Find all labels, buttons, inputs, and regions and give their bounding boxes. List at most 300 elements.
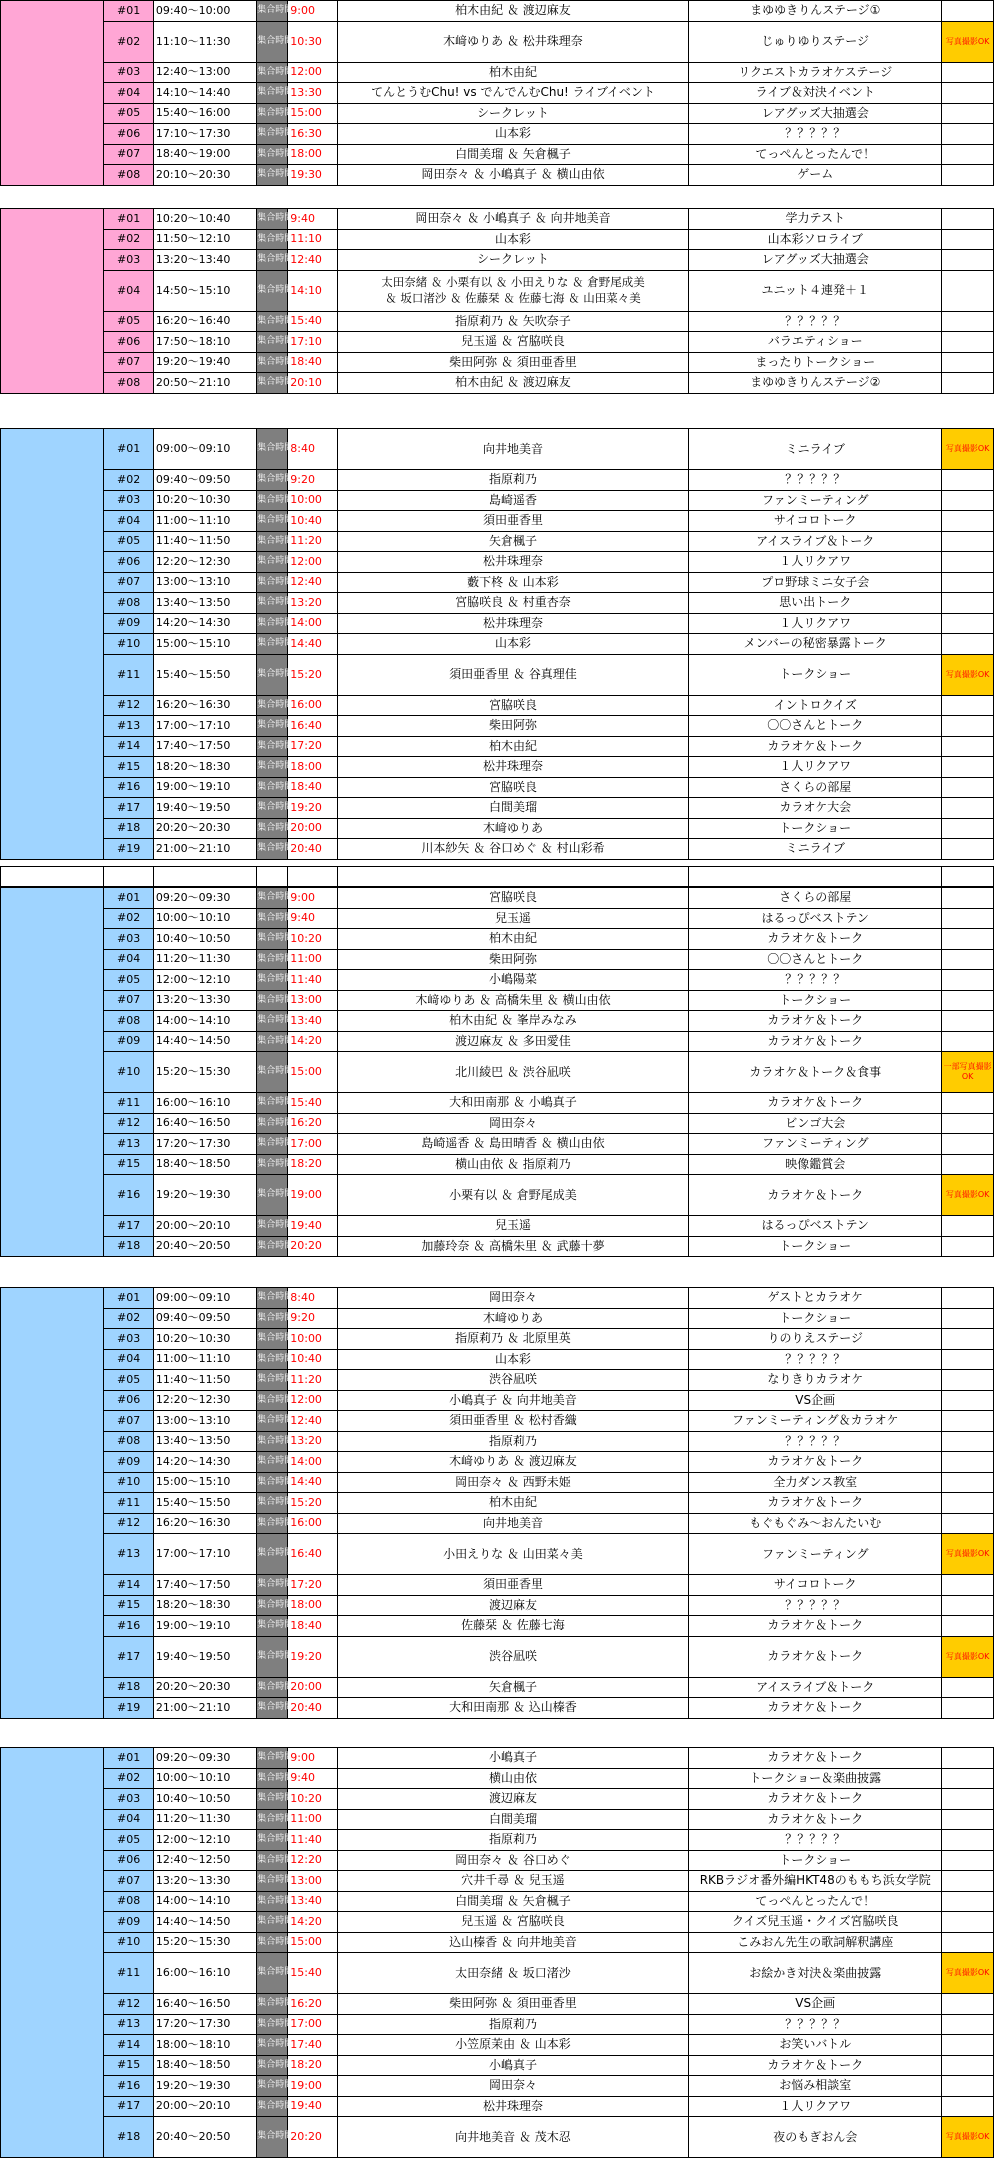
photo-ok-badge	[942, 1431, 994, 1452]
event-title: ？？？？？	[689, 1830, 942, 1851]
photo-ok-badge	[942, 270, 994, 311]
gather-label: 集合時間	[257, 2014, 288, 2035]
slot-number: #02	[104, 470, 154, 491]
gather-label: 集合時間	[257, 470, 288, 491]
members: 小田えりな ＆ 山田菜々美	[337, 1534, 688, 1575]
event-title: ？？？？？	[689, 970, 942, 991]
schedule-row	[1, 1011, 994, 1032]
slot-time: 13:40～13:50	[153, 593, 256, 614]
event-title: カラオケ＆トーク	[689, 1698, 942, 1719]
gather-label: 集合時間	[257, 613, 288, 634]
slot-number: #16	[104, 2076, 154, 2097]
schedule-row	[1, 777, 994, 798]
slot-time: 14:40～14:50	[153, 1912, 256, 1933]
event-title: じゅりゆりステージ	[689, 21, 942, 62]
event-title: カラオケ＆トーク	[689, 1789, 942, 1810]
event-title: ？？？？？	[689, 124, 942, 145]
event-title: カラオケ大会	[689, 798, 942, 819]
event-title: カラオケ＆トーク	[689, 736, 942, 757]
event-title: １人リクアワ	[689, 2096, 942, 2117]
schedule-row	[1, 1329, 994, 1350]
schedule-row	[1, 949, 994, 970]
gather-time: 14:20	[288, 1031, 338, 1052]
members: てんとうむChu! vs でんでんむChu! ライブイベント	[337, 83, 688, 104]
gather-label: 集合時間	[257, 2076, 288, 2097]
members: 岡田奈々	[337, 1288, 688, 1309]
photo-ok-badge	[942, 1349, 994, 1370]
slot-number: #11	[104, 654, 154, 695]
gather-label: 集合時間	[257, 1830, 288, 1851]
event-title: サイコロトーク	[689, 511, 942, 532]
members: 小嶋陽菜	[337, 970, 688, 991]
slot-number: #01	[104, 1748, 154, 1769]
photo-ok-badge	[942, 1830, 994, 1851]
slot-time: 15:40～16:00	[153, 103, 256, 124]
photo-ok-badge: 写真撮影OK	[942, 429, 994, 470]
slot-number: #02	[104, 1308, 154, 1329]
slot-number: #01	[104, 429, 154, 470]
members: 渡辺麻友 ＆ 多田愛佳	[337, 1031, 688, 1052]
gather-time: 19:00	[288, 1175, 338, 1216]
gather-label: 集合時間	[257, 144, 288, 165]
photo-ok-badge	[942, 531, 994, 552]
event-title: アイスライブ＆トーク	[689, 1677, 942, 1698]
slot-time: 16:00～16:10	[153, 1953, 256, 1994]
slot-time: 10:40～10:50	[153, 1789, 256, 1810]
gather-label: 集合時間	[257, 2096, 288, 2117]
stage-schedule-table	[0, 1747, 994, 2158]
gather-label: 集合時間	[257, 311, 288, 332]
slot-time: 21:00～21:10	[153, 839, 256, 860]
event-title: さくらの部屋	[689, 888, 942, 909]
photo-ok-badge	[942, 1134, 994, 1155]
slot-time: 18:20～18:30	[153, 1595, 256, 1616]
gather-label: 集合時間	[257, 654, 288, 695]
gather-label: 集合時間	[257, 1809, 288, 1830]
slot-time: 20:50～21:10	[153, 373, 256, 394]
separator-row	[0, 866, 994, 887]
photo-ok-badge	[942, 2014, 994, 2035]
empty-cell	[288, 867, 338, 887]
gather-time: 11:40	[288, 970, 338, 991]
gather-label: 集合時間	[257, 1113, 288, 1134]
gather-time: 15:40	[288, 1093, 338, 1114]
members: 島崎遥香	[337, 490, 688, 511]
members: 木﨑ゆりあ ＆ 松井珠理奈	[337, 21, 688, 62]
members: 松井珠理奈	[337, 2096, 688, 2117]
event-title: レアグッズ大抽選会	[689, 103, 942, 124]
members: 須田亜香里	[337, 1575, 688, 1596]
gather-time: 20:20	[288, 2117, 338, 2158]
photo-ok-badge	[942, 1472, 994, 1493]
schedule-row	[1, 1698, 994, 1719]
schedule-row	[1, 970, 994, 991]
event-title: メンバーの秘密暴露トーク	[689, 634, 942, 655]
gather-time: 10:40	[288, 511, 338, 532]
gather-label: 集合時間	[257, 1411, 288, 1432]
photo-ok-badge	[942, 1891, 994, 1912]
slot-time: 12:00～12:10	[153, 1830, 256, 1851]
gather-time: 17:10	[288, 332, 338, 353]
slot-number: #03	[104, 490, 154, 511]
event-title: バラエティショー	[689, 332, 942, 353]
slot-time: 17:20～17:30	[153, 2014, 256, 2035]
photo-ok-badge	[942, 888, 994, 909]
members: 山本彩	[337, 1349, 688, 1370]
slot-number: #08	[104, 593, 154, 614]
schedule-row	[1, 2117, 994, 2158]
slot-time: 14:10～14:40	[153, 83, 256, 104]
slot-time: 15:00～15:10	[153, 634, 256, 655]
slot-number: #05	[104, 1830, 154, 1851]
schedule-row	[1, 929, 994, 950]
event-title: ？？？？？	[689, 1349, 942, 1370]
schedule-row	[1, 352, 994, 373]
gather-time: 20:40	[288, 839, 338, 860]
schedule-row	[1, 1809, 994, 1830]
members: 穴井千尋 ＆ 兒玉遥	[337, 1871, 688, 1892]
gather-time: 17:20	[288, 1575, 338, 1596]
members: 北川綾巴 ＆ 渋谷凪咲	[337, 1052, 688, 1093]
slot-number: #03	[104, 62, 154, 83]
photo-ok-badge	[942, 124, 994, 145]
photo-ok-badge	[942, 695, 994, 716]
slot-time: 16:20～16:30	[153, 1513, 256, 1534]
slot-number: #09	[104, 1031, 154, 1052]
slot-number: #08	[104, 1431, 154, 1452]
members: 宮脇咲良	[337, 695, 688, 716]
photo-ok-badge	[942, 1850, 994, 1871]
stage-schedule-table	[0, 887, 994, 1257]
gather-label: 集合時間	[257, 209, 288, 230]
schedule-row	[1, 470, 994, 491]
event-title: クイズ兒玉遥・クイズ宮脇咲良	[689, 1912, 942, 1933]
members: 木﨑ゆりあ ＆ 高橋朱里 ＆ 横山由依	[337, 990, 688, 1011]
photo-ok-badge: 写真撮影OK	[942, 21, 994, 62]
empty-cell	[337, 867, 688, 887]
gather-time: 15:40	[288, 1953, 338, 1994]
event-title: ミニライブ	[689, 839, 942, 860]
stage-label	[1, 209, 104, 394]
schedule-row	[1, 1349, 994, 1370]
photo-ok-badge	[942, 1932, 994, 1953]
slot-number: #11	[104, 1493, 154, 1514]
schedule-row	[1, 144, 994, 165]
schedule-row	[1, 1134, 994, 1155]
gather-time: 13:00	[288, 1871, 338, 1892]
slot-time: 14:20～14:30	[153, 613, 256, 634]
slot-time: 17:50～18:10	[153, 332, 256, 353]
photo-ok-badge	[942, 777, 994, 798]
stage-schedule-table	[0, 208, 994, 394]
schedule-row	[1, 1308, 994, 1329]
event-title: 全力ダンス教室	[689, 1472, 942, 1493]
schedule-row	[1, 250, 994, 271]
photo-ok-badge	[942, 970, 994, 991]
photo-ok-badge	[942, 1912, 994, 1933]
gather-label: 集合時間	[257, 1452, 288, 1473]
slot-number: #06	[104, 1850, 154, 1871]
gather-time: 9:40	[288, 209, 338, 230]
slot-time: 09:00～09:10	[153, 1288, 256, 1309]
slot-number: #07	[104, 1411, 154, 1432]
gather-time: 16:30	[288, 124, 338, 145]
event-title: りのりえステージ	[689, 1329, 942, 1350]
schedule-row	[1, 1616, 994, 1637]
slot-number: #08	[104, 373, 154, 394]
slot-time: 14:40～14:50	[153, 1031, 256, 1052]
gather-time: 11:20	[288, 531, 338, 552]
slot-number: #02	[104, 229, 154, 250]
slot-time: 20:00～20:10	[153, 1216, 256, 1237]
members: 木﨑ゆりあ ＆ 渡辺麻友	[337, 1452, 688, 1473]
schedule-row	[1, 1113, 994, 1134]
gather-time: 15:40	[288, 311, 338, 332]
schedule-row	[1, 552, 994, 573]
members: 渋谷凪咲	[337, 1370, 688, 1391]
slot-time: 20:40～20:50	[153, 2117, 256, 2158]
slot-number: #12	[104, 1113, 154, 1134]
gather-time: 19:00	[288, 2076, 338, 2097]
slot-number: #15	[104, 1595, 154, 1616]
schedule-row	[1, 1830, 994, 1851]
event-title: ゲーム	[689, 165, 942, 186]
members: 柏木由紀 ＆ 渡辺麻友	[337, 373, 688, 394]
gather-time: 9:00	[288, 888, 338, 909]
event-title: カラオケ＆トーク	[689, 1616, 942, 1637]
event-title: トークショー＆楽曲披露	[689, 1768, 942, 1789]
members: 柏木由紀	[337, 1493, 688, 1514]
gather-label: 集合時間	[257, 1871, 288, 1892]
schedule-row	[1, 21, 994, 62]
slot-time: 19:40～19:50	[153, 1636, 256, 1677]
slot-time: 18:20～18:30	[153, 757, 256, 778]
slot-number: #05	[104, 970, 154, 991]
photo-ok-badge	[942, 1, 994, 22]
schedule-row	[1, 2014, 994, 2035]
event-title: アイスライブ＆トーク	[689, 531, 942, 552]
schedule-row	[1, 990, 994, 1011]
stage-section	[0, 0, 994, 186]
schedule-row	[1, 634, 994, 655]
slot-time: 17:40～17:50	[153, 736, 256, 757]
event-title: 映像鑑賞会	[689, 1154, 942, 1175]
gather-time: 12:40	[288, 1411, 338, 1432]
slot-time: 14:00～14:10	[153, 1011, 256, 1032]
photo-ok-badge	[942, 103, 994, 124]
slot-time: 11:40～11:50	[153, 1370, 256, 1391]
slot-time: 14:50～15:10	[153, 270, 256, 311]
gather-time: 20:00	[288, 1677, 338, 1698]
gather-time: 20:40	[288, 1698, 338, 1719]
gather-time: 9:20	[288, 1308, 338, 1329]
gather-label: 集合時間	[257, 165, 288, 186]
slot-number: #06	[104, 332, 154, 353]
gather-time: 14:40	[288, 1472, 338, 1493]
photo-ok-badge	[942, 1236, 994, 1257]
slot-time: 09:00～09:10	[153, 429, 256, 470]
gather-label: 集合時間	[257, 103, 288, 124]
event-title: はるっぴベストテン	[689, 1216, 942, 1237]
photo-ok-badge	[942, 1575, 994, 1596]
stage-label	[1, 429, 104, 860]
slot-number: #01	[104, 209, 154, 230]
gather-time: 9:40	[288, 1768, 338, 1789]
members: 木﨑ゆりあ	[337, 1308, 688, 1329]
gather-time: 10:30	[288, 21, 338, 62]
gather-label: 集合時間	[257, 572, 288, 593]
schedule-row	[1, 1236, 994, 1257]
slot-time: 12:00～12:10	[153, 970, 256, 991]
members: 柴田阿弥 ＆ 須田亜香里	[337, 1994, 688, 2015]
stage-section	[0, 428, 994, 860]
photo-ok-badge	[942, 373, 994, 394]
slot-number: #02	[104, 21, 154, 62]
gather-label: 集合時間	[257, 970, 288, 991]
members: 兒玉遥	[337, 908, 688, 929]
slot-number: #18	[104, 2117, 154, 2158]
slot-number: #05	[104, 103, 154, 124]
gather-time: 16:40	[288, 716, 338, 737]
gather-label: 集合時間	[257, 695, 288, 716]
schedule-row	[1, 1912, 994, 1933]
slot-number: #03	[104, 1329, 154, 1350]
gather-label: 集合時間	[257, 531, 288, 552]
gather-label: 集合時間	[257, 1329, 288, 1350]
members: 柴田阿弥	[337, 949, 688, 970]
gather-label: 集合時間	[257, 1891, 288, 1912]
slot-time: 21:00～21:10	[153, 1698, 256, 1719]
members: 渋谷凪咲	[337, 1636, 688, 1677]
gather-time: 10:40	[288, 1349, 338, 1370]
event-title: まゆゆきりんステージ①	[689, 1, 942, 22]
schedule-row	[1, 757, 994, 778]
slot-time: 19:20～19:30	[153, 1175, 256, 1216]
schedule-row	[1, 1953, 994, 1994]
event-title: こみおん先生の歌詞解釈講座	[689, 1932, 942, 1953]
gather-time: 19:40	[288, 2096, 338, 2117]
gather-label: 集合時間	[257, 1493, 288, 1514]
gather-label: 集合時間	[257, 1677, 288, 1698]
members: 横山由依 ＆ 指原莉乃	[337, 1154, 688, 1175]
slot-number: #07	[104, 572, 154, 593]
gather-label: 集合時間	[257, 511, 288, 532]
event-title: カラオケ＆トーク	[689, 1809, 942, 1830]
gather-label: 集合時間	[257, 929, 288, 950]
photo-ok-badge	[942, 1493, 994, 1514]
photo-ok-badge: 写真撮影OK	[942, 1534, 994, 1575]
schedule-row	[1, 798, 994, 819]
photo-ok-badge	[942, 552, 994, 573]
gather-label: 集合時間	[257, 1636, 288, 1677]
members: 佐藤栞 ＆ 佐藤七海	[337, 1616, 688, 1637]
gather-time: 18:20	[288, 1154, 338, 1175]
slot-time: 09:40～09:50	[153, 470, 256, 491]
gather-time: 13:20	[288, 593, 338, 614]
slot-number: #17	[104, 2096, 154, 2117]
members: 小嶋真子	[337, 2055, 688, 2076]
gather-label: 集合時間	[257, 798, 288, 819]
stage-section	[0, 1747, 994, 2158]
photo-ok-badge	[942, 572, 994, 593]
slot-number: #12	[104, 695, 154, 716]
members: 向井地美音 ＆ 茂木忍	[337, 2117, 688, 2158]
event-title: カラオケ＆トーク	[689, 1031, 942, 1052]
schedule-row	[1, 1216, 994, 1237]
event-title: お笑いバトル	[689, 2035, 942, 2056]
gather-label: 集合時間	[257, 1031, 288, 1052]
slot-time: 11:00～11:10	[153, 1349, 256, 1370]
slot-number: #14	[104, 1575, 154, 1596]
gather-label: 集合時間	[257, 888, 288, 909]
photo-ok-badge	[942, 1871, 994, 1892]
gather-label: 集合時間	[257, 2117, 288, 2158]
schedule-row	[1, 124, 994, 145]
empty-cell	[153, 867, 256, 887]
schedule-row	[1, 1288, 994, 1309]
event-title: プロ野球ミニ女子会	[689, 572, 942, 593]
slot-time: 15:20～15:30	[153, 1932, 256, 1953]
slot-time: 13:20～13:30	[153, 1871, 256, 1892]
slot-time: 14:00～14:10	[153, 1891, 256, 1912]
members: 松井珠理奈	[337, 757, 688, 778]
gather-time: 16:20	[288, 1994, 338, 2015]
photo-ok-badge	[942, 1329, 994, 1350]
slot-number: #18	[104, 1236, 154, 1257]
slot-time: 15:20～15:30	[153, 1052, 256, 1093]
gather-time: 15:00	[288, 1052, 338, 1093]
gather-time: 19:20	[288, 798, 338, 819]
slot-number: #01	[104, 1288, 154, 1309]
gather-label: 集合時間	[257, 62, 288, 83]
slot-time: 19:00～19:10	[153, 777, 256, 798]
schedule-row	[1, 818, 994, 839]
slot-number: #13	[104, 1134, 154, 1155]
gather-time: 17:40	[288, 2035, 338, 2056]
slot-number: #17	[104, 1636, 154, 1677]
photo-ok-badge: 写真撮影OK	[942, 2117, 994, 2158]
schedule-row	[1, 1891, 994, 1912]
slot-number: #04	[104, 83, 154, 104]
slot-number: #11	[104, 1953, 154, 1994]
gather-time: 13:30	[288, 83, 338, 104]
gather-time: 19:40	[288, 1216, 338, 1237]
gather-time: 18:40	[288, 352, 338, 373]
gather-label: 集合時間	[257, 1011, 288, 1032]
schedule-row	[1, 531, 994, 552]
slot-time: 19:20～19:40	[153, 352, 256, 373]
members: 山本彩	[337, 124, 688, 145]
schedule-row	[1, 1636, 994, 1677]
schedule-row	[1, 332, 994, 353]
schedule-row	[1, 1575, 994, 1596]
members: 指原莉乃	[337, 1830, 688, 1851]
gather-time: 14:20	[288, 1912, 338, 1933]
gather-label: 集合時間	[257, 818, 288, 839]
slot-number: #12	[104, 1994, 154, 2015]
schedule-row	[1, 229, 994, 250]
gather-time: 11:10	[288, 229, 338, 250]
slot-number: #05	[104, 311, 154, 332]
photo-ok-badge	[942, 229, 994, 250]
event-title: トークショー	[689, 1236, 942, 1257]
slot-time: 20:00～20:10	[153, 2096, 256, 2117]
photo-ok-badge	[942, 1411, 994, 1432]
slot-number: #06	[104, 552, 154, 573]
slot-time: 19:20～19:30	[153, 2076, 256, 2097]
photo-ok-badge	[942, 1789, 994, 1810]
gather-label: 集合時間	[257, 270, 288, 311]
